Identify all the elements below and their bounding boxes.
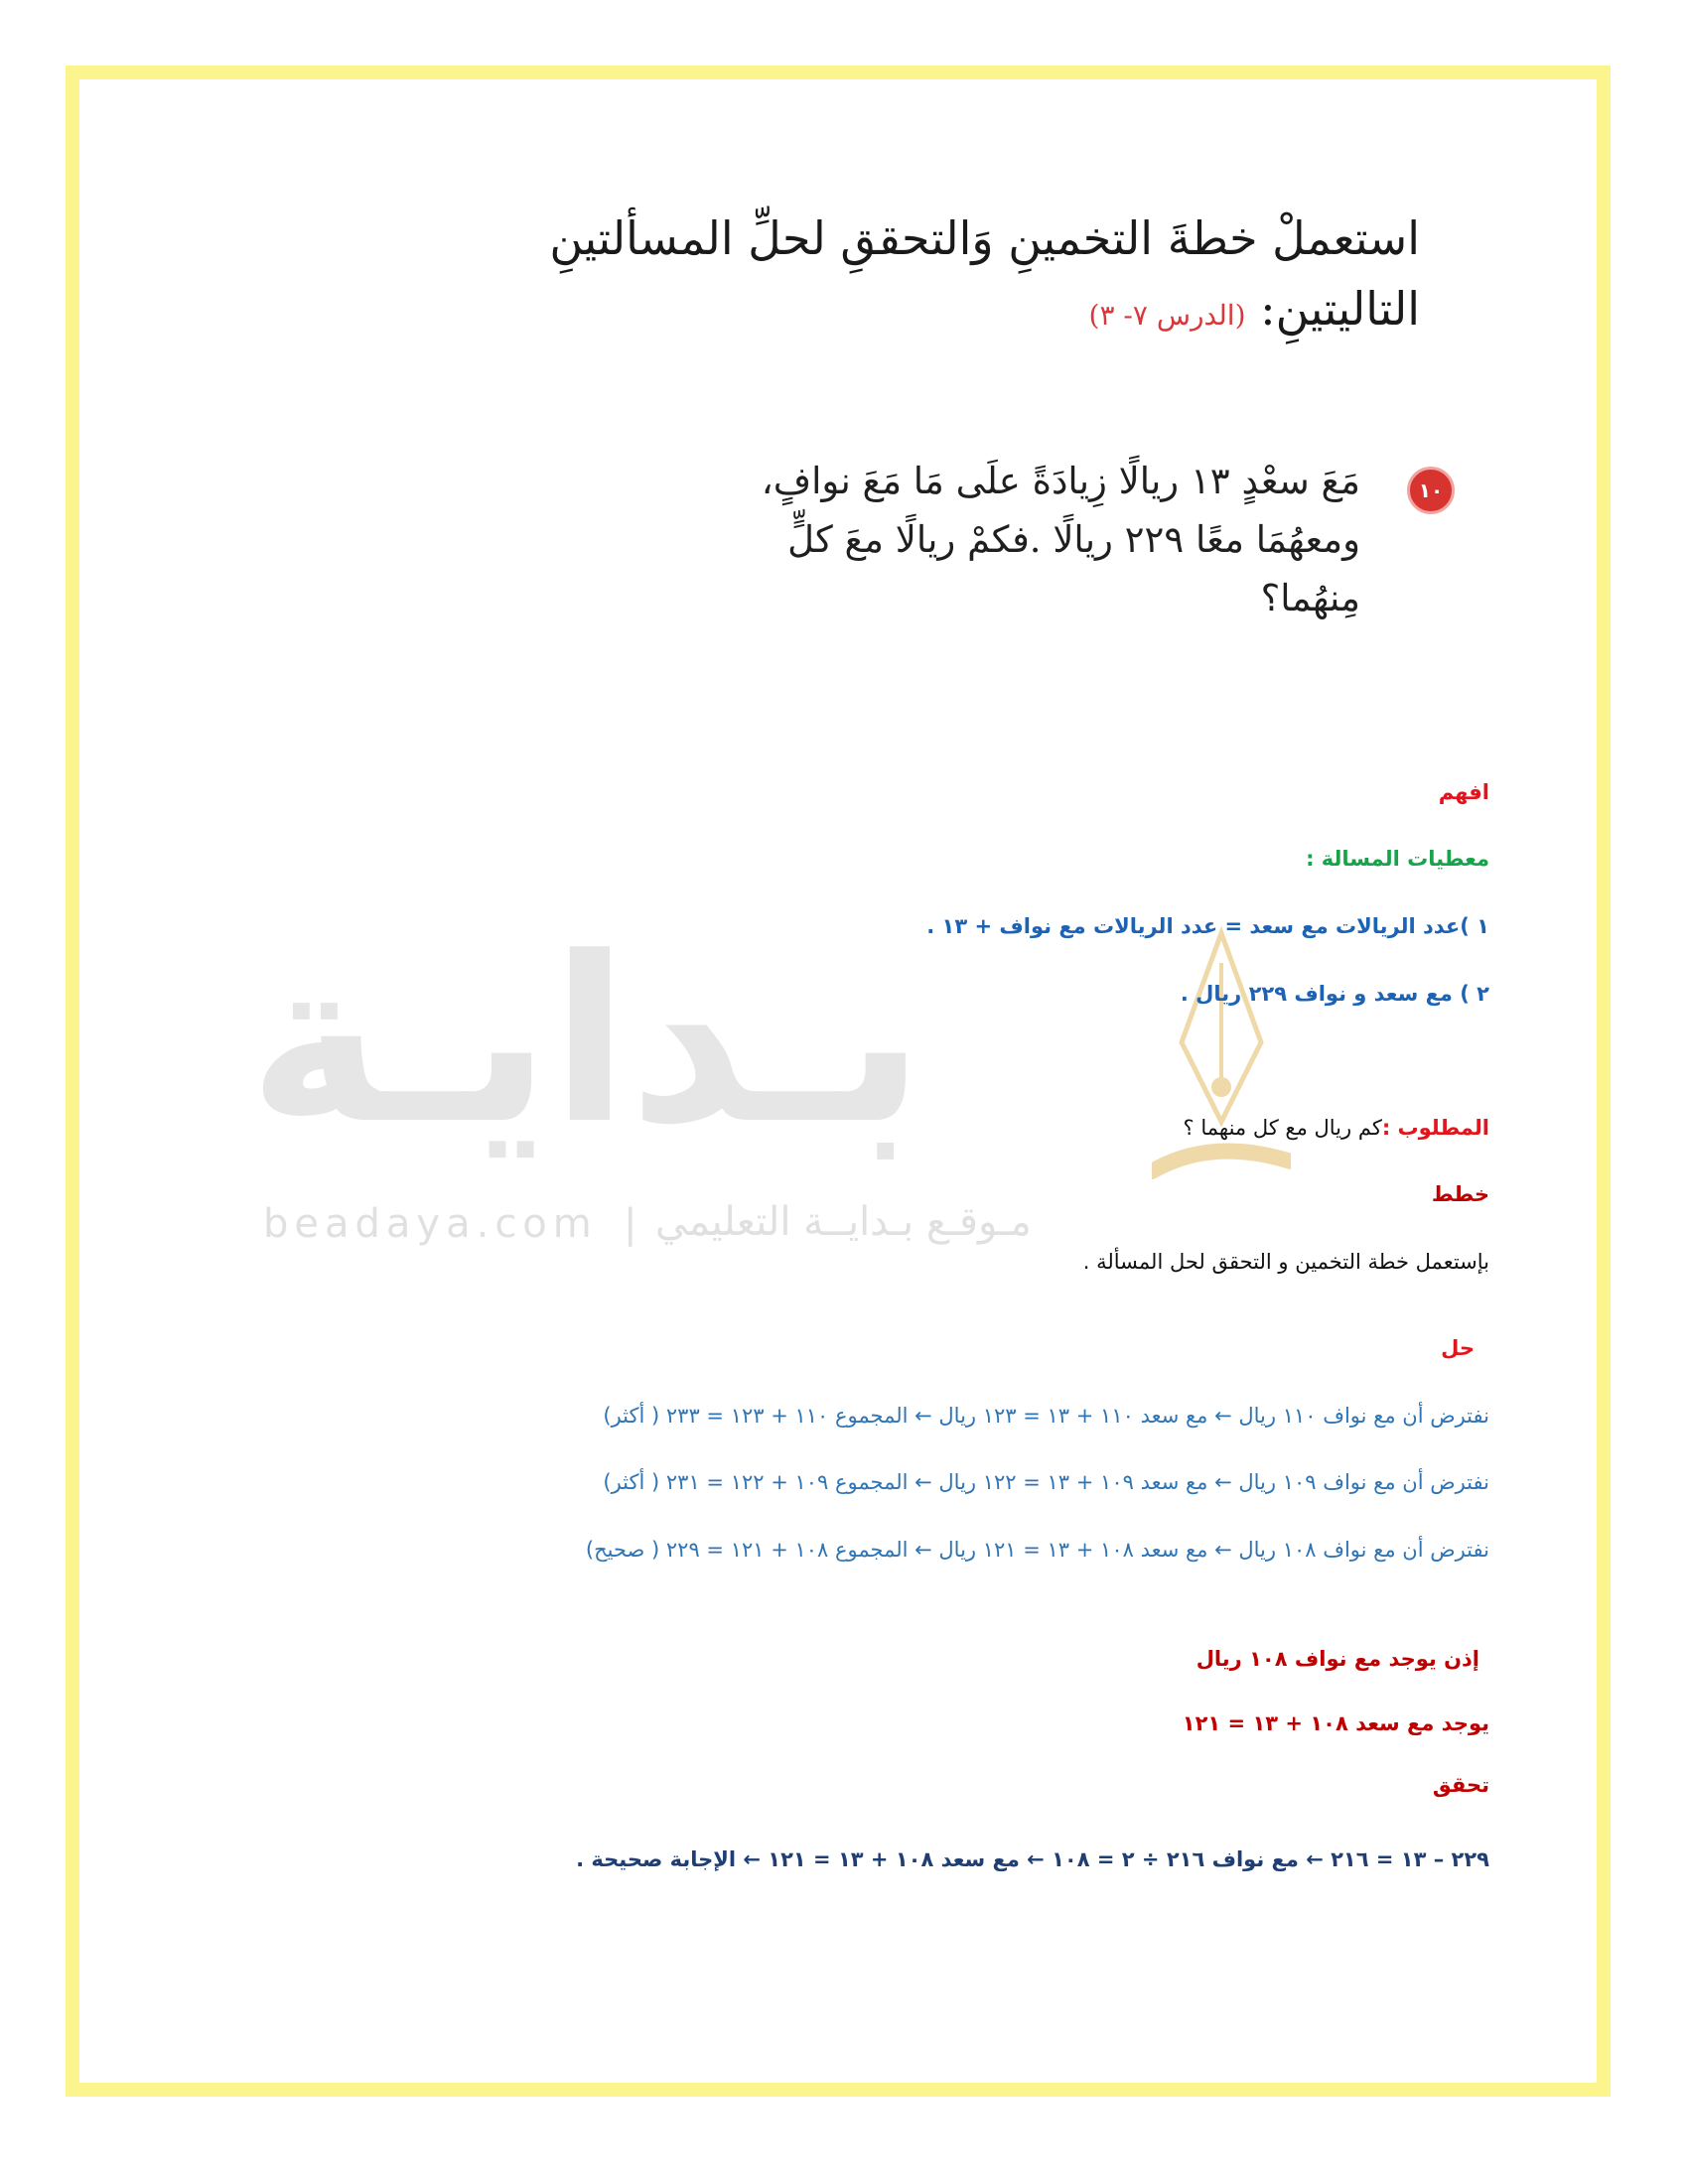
heading-line-1: استعملْ خطةَ التخمينِ وَالتحققِ لحلِّ المسألتينِ	[549, 211, 1420, 265]
heading-line-2	[427, 274, 1420, 344]
problem-line-2: ومعهُمَا معًا ٢٢٩ ريالًا .فكمْ ريالًا معَ كلٍّ	[787, 518, 1360, 562]
heading-line-2-text: التاليتينِ:	[1260, 282, 1420, 337]
givens-heading: معطيات المسالة :	[1306, 847, 1489, 871]
check-text: ٢٢٩ – ١٣ = ٢١٦ ← مع نواف ٢١٦ ÷ ٢ = ١٠٨ ← مع سعد ١٠٨ + ١٣ = ١٢١ ← الإجابة صحيحة .	[576, 1847, 1489, 1871]
problem-line-1: مَعَ سعْدٍ ١٣ ريالًا زِيادَةً علَى مَا مَعَ نوافٍ،	[761, 460, 1360, 502]
given-1: ١ )عدد الريالات مع سعد = عدد الريالات مع نواف + ١٣ .	[926, 914, 1489, 938]
required-text: كم ريال مع كل منهما ؟	[1183, 1116, 1382, 1140]
watermark-logo-text: بـدايـة	[248, 909, 925, 1174]
solve-heading: حل	[1441, 1336, 1475, 1360]
plan-text: بإستعمل خطة التخمين و التحقق لحل المسألة .	[1082, 1250, 1489, 1274]
trial-1: نفترض أن مع نواف ١١٠ ريال ← مع سعد ١١٠ + ١٣ = ١٢٣ ريال ← المجموع ١١٠ + ١٢٣ = ٢٣٣ ( أكثر)	[603, 1404, 1489, 1428]
watermark-domain: beadaya.com	[263, 1201, 598, 1247]
exercise-heading	[427, 204, 1420, 345]
answer-line-2: يوجد مع سعد ١٠٨ + ١٣ = ١٢١	[1182, 1711, 1489, 1735]
trial-3: نفترض أن مع نواف ١٠٨ ريال ← مع سعد ١٠٨ + ١٣ = ١٢١ ريال ← المجموع ١٠٨ + ١٢١ = ٢٢٩ ( صحيح)	[585, 1538, 1489, 1562]
watermark-subtitle: مـوقـع بـدايــة التعليمي	[655, 1199, 1032, 1245]
understand-heading: افهم	[1438, 780, 1489, 804]
pen-nib-icon	[1152, 923, 1291, 1221]
check-heading: تحقق	[1432, 1773, 1489, 1797]
watermark-separator: |	[624, 1201, 637, 1247]
plan-heading: خطط	[1431, 1182, 1489, 1206]
problem-line-3: مِنهُما؟	[1260, 577, 1360, 620]
answer-line-1: إذن يوجد مع نواف ١٠٨ ريال	[1196, 1647, 1479, 1671]
problem-number-badge: ١٠	[1407, 467, 1455, 514]
required-label: المطلوب :	[1381, 1116, 1489, 1140]
required-line	[1184, 1115, 1489, 1142]
given-2: ٢ ) مع سعد و نواف ٢٢٩ ريال .	[1180, 982, 1489, 1006]
lesson-reference: (الدرس ٧- ٣)	[1088, 299, 1246, 333]
trial-2: نفترض أن مع نواف ١٠٩ ريال ← مع سعد ١٠٩ + ١٣ = ١٢٢ ريال ← المجموع ١٠٩ + ١٢٢ = ٢٣١ ( أكثر)	[603, 1470, 1489, 1494]
problem-statement	[566, 452, 1360, 628]
